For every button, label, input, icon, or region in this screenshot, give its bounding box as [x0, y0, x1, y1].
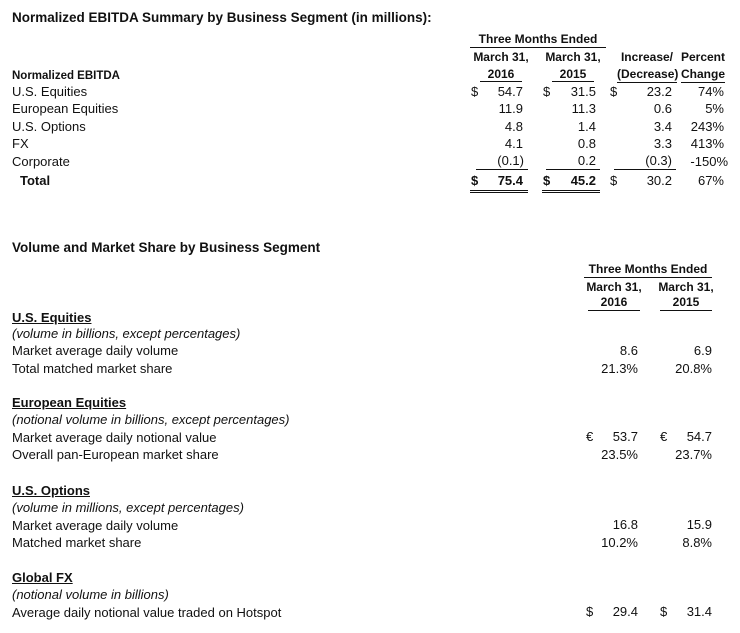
- ebitda-col-2016-line2: 2016: [480, 67, 523, 82]
- row-label: Overall pan-European market share: [12, 447, 219, 462]
- ebitda-row-label: Corporate: [12, 154, 70, 169]
- ebitda-value-2015: 1.4: [577, 119, 596, 134]
- ebitda-col-change-line2: (Decrease): [617, 67, 679, 81]
- ebitda-value-2016: 4.1: [504, 136, 523, 151]
- ebitda-currency: $: [610, 173, 618, 188]
- value-2016: 53.7: [612, 429, 638, 444]
- double-rule: [470, 190, 528, 193]
- row-label: Market average daily volume: [12, 518, 179, 533]
- currency: €: [660, 429, 668, 444]
- section-note: (notional volume in billions): [12, 587, 169, 602]
- ebitda-row-label: European Equities: [12, 101, 119, 116]
- double-rule: [542, 190, 600, 193]
- value-2015: 54.7: [686, 429, 712, 444]
- ebitda-pct: 5%: [705, 101, 724, 116]
- ebitda-value-2015: 0.8: [577, 136, 596, 151]
- ebitda-col-2015-line2: 2015: [552, 67, 595, 82]
- section-note: (volume in millions, except percentages): [12, 500, 244, 515]
- ebitda-currency: $: [543, 84, 551, 99]
- ebitda-col-pct-line1: Percent: [680, 50, 726, 64]
- ebitda-change: 0.6: [653, 101, 672, 116]
- value-2015: 31.4: [686, 604, 712, 619]
- value-2015: 6.9: [693, 343, 712, 358]
- value-2015: 20.8%: [675, 361, 712, 376]
- row-label: Market average daily notional value: [12, 430, 217, 445]
- ebitda-row-label-header: Normalized EBITDA: [12, 70, 120, 82]
- ebitda-currency: $: [471, 173, 479, 188]
- section-note: (notional volume in billions, except percentages): [12, 412, 290, 427]
- ebitda-col-change-line1: Increase/: [620, 50, 674, 64]
- value-2016: 29.4: [612, 604, 638, 619]
- value-2016: 21.3%: [601, 361, 638, 376]
- ebitda-pct: -150%: [690, 154, 728, 169]
- ebitda-value-2016: 54.7: [497, 84, 523, 99]
- ebitda-currency: $: [610, 84, 618, 99]
- row-label: Total matched market share: [12, 361, 173, 376]
- volume-col-2015-line2: 2015: [660, 294, 712, 311]
- value-2016: 10.2%: [601, 535, 638, 550]
- ebitda-value-2016: (0.1): [476, 153, 528, 170]
- ebitda-value-2016: 11.9: [498, 101, 523, 116]
- ebitda-total-change: 30.2: [646, 173, 672, 188]
- ebitda-col-2015-line1: March 31,: [545, 50, 601, 64]
- section-heading: U.S. Options: [12, 483, 90, 498]
- ebitda-total-2015: 45.2: [570, 173, 596, 188]
- section-heading: Global FX: [12, 570, 73, 585]
- ebitda-row-label: FX: [12, 136, 29, 151]
- ebitda-change: 3.4: [653, 119, 672, 134]
- ebitda-currency: $: [471, 84, 479, 99]
- ebitda-value-2015: 31.5: [570, 84, 596, 99]
- ebitda-row-label: U.S. Options: [12, 119, 86, 134]
- row-label: Market average daily volume: [12, 343, 179, 358]
- ebitda-change: 23.2: [646, 84, 672, 99]
- ebitda-value-2015: 0.2: [546, 153, 600, 170]
- ebitda-pct: 74%: [697, 84, 724, 99]
- ebitda-period-header: Three Months Ended: [470, 31, 606, 48]
- section-heading: European Equities: [12, 395, 127, 410]
- volume-col-2016-line2: 2016: [588, 294, 640, 311]
- ebitda-title: Normalized EBITDA Summary by Business Segment (in millions):: [12, 10, 432, 25]
- row-label: Average daily notional value traded on Hotspot: [12, 605, 282, 620]
- currency: $: [660, 604, 668, 619]
- volume-title: Volume and Market Share by Business Segment: [12, 240, 321, 255]
- currency: $: [586, 604, 594, 619]
- value-2016: 16.8: [612, 517, 638, 532]
- ebitda-change: (0.3): [614, 153, 676, 170]
- volume-col-2016-line1: March 31,: [586, 280, 642, 294]
- section-note: (volume in billions, except percentages): [12, 326, 241, 341]
- row-label: Matched market share: [12, 535, 142, 550]
- ebitda-pct: 243%: [690, 119, 724, 134]
- ebitda-value-2015: 11.3: [571, 101, 596, 116]
- ebitda-total-pct: 67%: [697, 173, 724, 188]
- ebitda-total-2016: 75.4: [497, 173, 523, 188]
- ebitda-currency: $: [543, 173, 551, 188]
- value-2015: 23.7%: [675, 447, 712, 462]
- value-2016: 23.5%: [601, 447, 638, 462]
- value-2016: 8.6: [619, 343, 638, 358]
- ebitda-row-label: U.S. Equities: [12, 84, 88, 99]
- ebitda-col-2016-line1: March 31,: [473, 50, 529, 64]
- section-heading: U.S. Equities: [12, 310, 92, 325]
- ebitda-change: 3.3: [653, 136, 672, 151]
- volume-period-header: Three Months Ended: [584, 261, 712, 278]
- value-2015: 15.9: [686, 517, 712, 532]
- ebitda-pct: 413%: [690, 136, 724, 151]
- currency: €: [586, 429, 594, 444]
- ebitda-col-pct-line2: Change: [681, 67, 726, 81]
- volume-col-2015-line1: March 31,: [658, 280, 714, 294]
- value-2015: 8.8%: [682, 535, 712, 550]
- ebitda-value-2016: 4.8: [504, 119, 523, 134]
- ebitda-total-label: Total: [20, 173, 51, 188]
